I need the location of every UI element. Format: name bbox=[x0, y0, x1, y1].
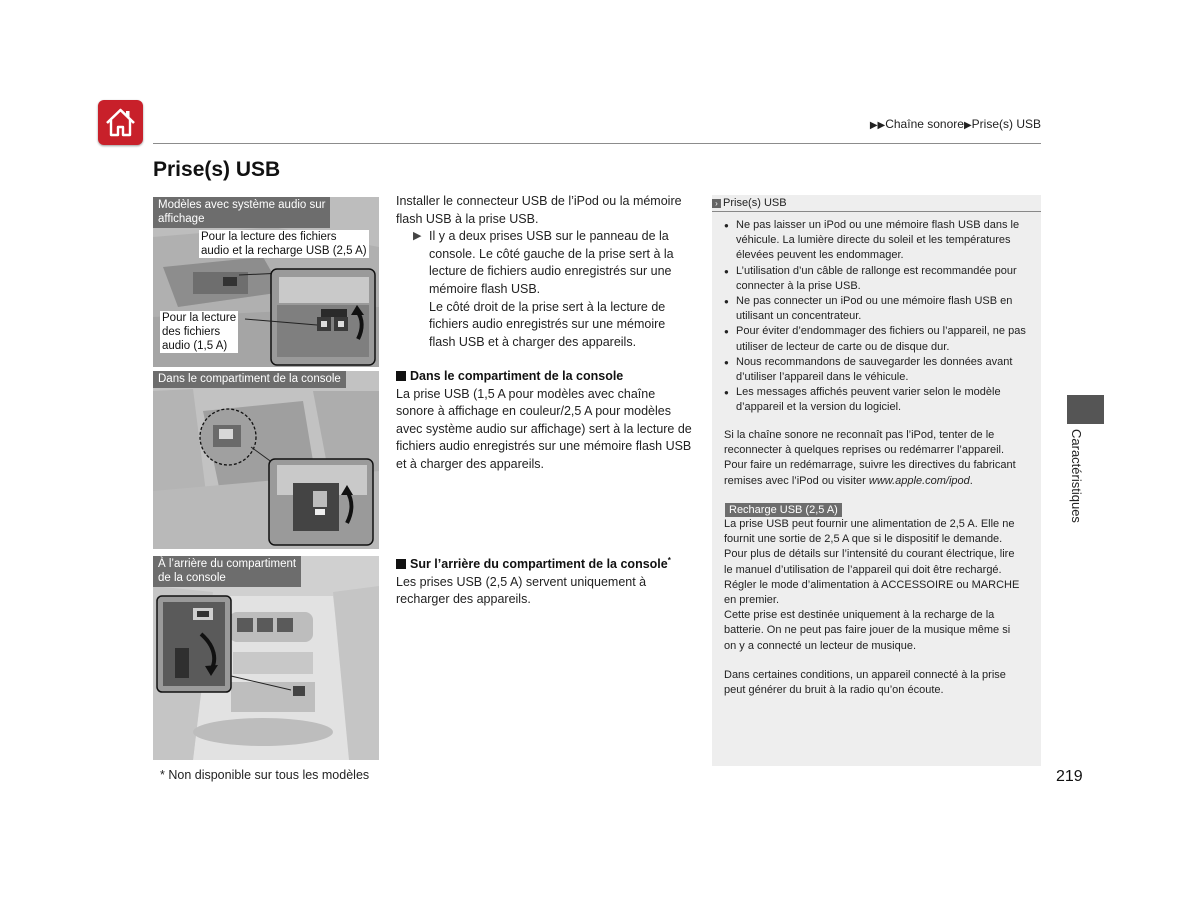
page-title: Prise(s) USB bbox=[153, 158, 281, 181]
page-number: 219 bbox=[1056, 768, 1083, 785]
charge-note: La prise USB peut fournir une alimentation de 2,5 A. Elle ne fournit une sortie de 2,5 A que si le dispositif le demande. Pour plus de détails sur l’intensité du courant électrique, lire le manuel d’utilisation de l’appareil qui doit être rechargé. Régler le mode d’alimentation à ACCESSOIRE ou MARCHE en premier. Cette prise est destinée uniquement à la recharge de la batterie. On ne peut pas faire jouer de la musique même si on y a connecté un lecteur de musique. bbox=[724, 518, 1020, 652]
breadcrumb bbox=[870, 117, 1041, 131]
list-item: ● Ne pas connecter un iPod ou une mémoire flash USB en utilisant un concentrateur. bbox=[724, 294, 1029, 324]
note-arrow-icon: ▶ bbox=[413, 230, 422, 243]
list-item: ● Ne pas laisser un iPod ou une mémoire flash USB dans le véhicule. La lumière directe du soleil et les températures élevées peuvent les endommager. bbox=[724, 218, 1029, 264]
header-divider bbox=[153, 143, 1041, 144]
breadcrumb-arrows-icon: ▶▶ bbox=[869, 120, 886, 131]
figure-display-audio bbox=[153, 197, 379, 367]
chapter-tab-label: Caractéristiques bbox=[1069, 429, 1084, 523]
console-compartment-photo bbox=[153, 371, 379, 549]
sidebar-title: › Prise(s) USB bbox=[712, 195, 1041, 212]
breadcrumb-current: Prise(s) USB bbox=[971, 117, 1041, 131]
section-rear: Sur l’arrière du compartiment de la console* Les prises USB (2,5 A) servent uniquement à recharger des appareils. bbox=[396, 552, 706, 609]
sidebar-notes bbox=[712, 195, 1041, 766]
list-item: ● Pour éviter d’endommager des fichiers ou l’appareil, ne pas utiliser de lecteur de carte ou de disque dur. bbox=[724, 324, 1029, 354]
breadcrumb-section-link[interactable]: Chaîne sonore bbox=[885, 117, 964, 131]
intro-text: Installer le connecteur USB de l’iPod ou la mémoire flash USB à la prise USB. ▶ Il y a deux prises USB sur le panneau de la console. Le côté gauche de la prise sert à la lecture de fichiers audio enregistrés sur une mémoire flash USB. Le côté droit de la prise sert à la lecture de fichiers audio enregistrés sur une mémoire flash USB et à charger des appareils. bbox=[396, 193, 696, 351]
apple-url-link[interactable]: www.apple.com/ipod bbox=[868, 474, 970, 487]
reconnect-note: Si la chaîne sonore ne reconnaît pas l’iPod, tenter de le reconnecter à quelques reprises ou redémarrer l’appareil. Pour faire un redémarrage, suivre les directives du fabricant remises avec l’iPod ou visiter www.apple.com/ipod. bbox=[724, 429, 1016, 487]
intro-note: ▶ Il y a deux prises USB sur le panneau de la console. Le côté gauche de la prise sert à la lecture de fichiers audio enregistrés sur une mémoire flash USB. Le côté droit de la prise sert à la lecture de fichiers audio enregistrés sur une mémoire flash USB et à charger des appareils. bbox=[413, 229, 674, 349]
home-icon bbox=[104, 106, 137, 139]
sidebar-bullets bbox=[724, 218, 1029, 416]
figure-caption: À l’arrière du compartiment de la console bbox=[153, 556, 301, 587]
reference-icon: › bbox=[712, 199, 721, 208]
figure-rear-console bbox=[153, 556, 379, 760]
callout-audio-charge: Pour la lecture des fichiers audio et la recharge USB (2,5 A) bbox=[201, 231, 367, 257]
list-item: ● Nous recommandons de sauvegarder les données avant d’utiliser l’appareil dans le véhicule. bbox=[724, 355, 1029, 385]
section-console: Dans le compartiment de la console La prise USB (1,5 A pour modèles avec chaîne sonore à affichage en couleur/2,5 A pour modèles avec système audio sur affichage) sert à la lecture de fichiers audio enregistrés sur une mémoire flash USB et à charger des appareils. bbox=[396, 368, 696, 474]
list-item: ● L’utilisation d’un câble de rallonge est recommandée pour connecter à la prise USB. bbox=[724, 264, 1029, 294]
section-heading: Sur l’arrière du compartiment de la console* bbox=[396, 552, 706, 574]
figure-caption: Modèles avec système audio sur affichage bbox=[153, 197, 330, 228]
section-heading: Dans le compartiment de la console bbox=[396, 368, 696, 386]
figure-console-compartment bbox=[153, 371, 379, 549]
footnote: * Non disponible sur tous les modèles bbox=[160, 768, 370, 782]
noise-note: Dans certaines conditions, un appareil connecté à la prise peut générer du bruit à la radio qu’on écoute. bbox=[724, 669, 1006, 697]
breadcrumb-separator-icon: ▶ bbox=[963, 120, 972, 131]
chapter-tab[interactable] bbox=[1067, 395, 1104, 424]
square-bullet-icon bbox=[396, 559, 406, 569]
charge-tag: Recharge USB (2,5 A) bbox=[725, 503, 842, 517]
list-item: ● Les messages affichés peuvent varier selon le modèle d’appareil et la version du logiciel. bbox=[724, 385, 1029, 415]
home-button[interactable] bbox=[98, 100, 143, 145]
callout-audio-only: Pour la lecture des fichiers audio (1,5 A) bbox=[162, 312, 237, 352]
figure-caption: Dans le compartiment de la console bbox=[153, 371, 346, 388]
square-bullet-icon bbox=[396, 371, 406, 381]
